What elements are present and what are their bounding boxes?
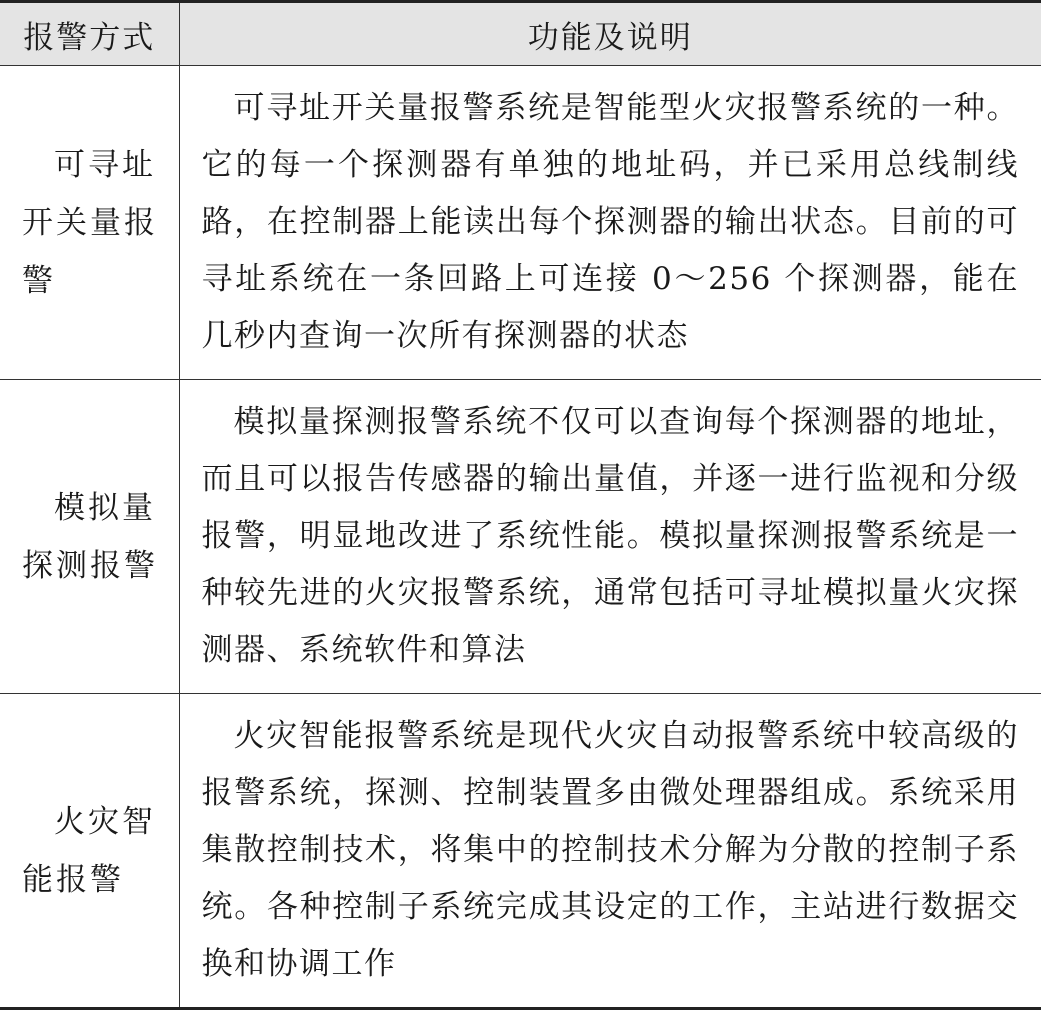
header-row xyxy=(0,2,1041,66)
alarm-mode-text: 模拟量探测报警 xyxy=(22,489,158,584)
description-cell xyxy=(179,66,1041,380)
description-cell xyxy=(179,380,1041,694)
alarm-mode-cell xyxy=(0,66,179,380)
table-row xyxy=(0,66,1041,380)
alarm-mode-text: 火灾智能报警 xyxy=(22,803,156,898)
alarm-mode-cell xyxy=(0,380,179,694)
table-row xyxy=(0,380,1041,694)
description-text: 可寻址开关量报警系统是智能型火灾报警系统的一种。它的每一个探测器有单独的地址码，并已采用总线制线路，在控制器上能读出每个探测器的输出状态。目前的可寻址系统在一条回路上可连接 0～256 个探测器，能在几秒内查询一次所有探测器的状态 xyxy=(201,90,1019,354)
header-alarm-mode: 报警方式 xyxy=(0,2,179,66)
description-cell xyxy=(179,694,1041,1009)
table-header xyxy=(0,2,1041,66)
alarm-mode-cell xyxy=(0,694,179,1009)
alarm-mode-text: 可寻址开关量报警 xyxy=(22,146,158,299)
description-text: 火灾智能报警系统是现代火灾自动报警系统中较高级的报警系统，探测、控制装置多由微处理器组成。系统采用集散控制技术，将集中的控制技术分解为分散的控制子系统。各种控制子系统完成其设定的工作，主站进行数据交换和协调工作 xyxy=(201,718,1019,982)
table-row xyxy=(0,694,1041,1009)
header-function-description: 功能及说明 xyxy=(179,2,1041,66)
table-body xyxy=(0,66,1041,1009)
description-text: 模拟量探测报警系统不仅可以查询每个探测器的地址，而且可以报告传感器的输出量值，并逐一进行监视和分级报警，明显地改进了系统性能。模拟量探测报警系统是一种较先进的火灾报警系统，通常包括可寻址模拟量火灾探测器、系统软件和算法 xyxy=(201,404,1019,668)
